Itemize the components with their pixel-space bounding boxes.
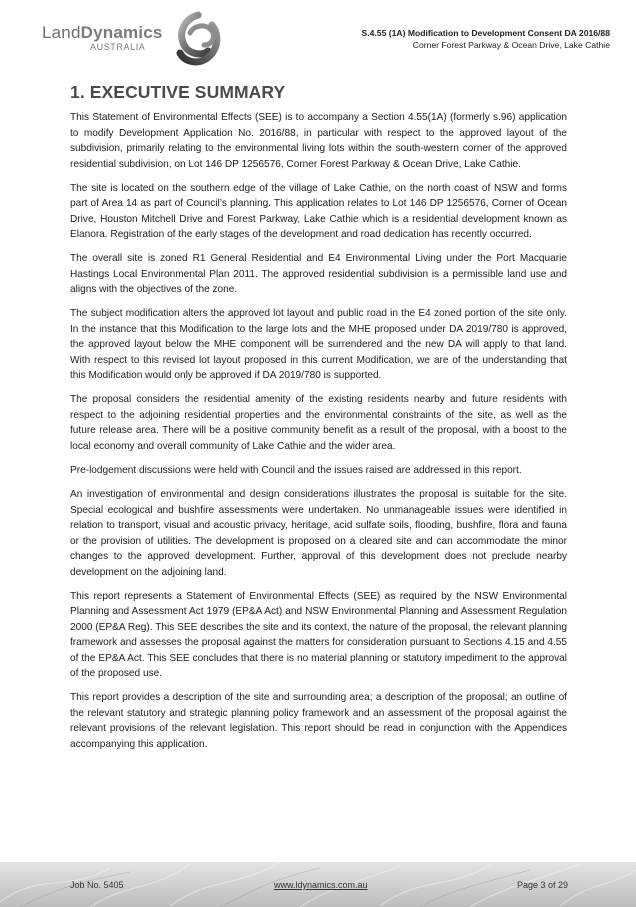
paragraph: The subject modification alters the approved lot layout and public road in the E4 zoned portion of the site only. In the instance that this Modification to the large lots and the MHE proposed under DA 2019/780 is approved, the approved layout below the MHE component will be surrendered and the new DA will apply to that land. With respect to this revised lot layout proposed in this current Modification, we are of the understanding that this Modification would only be approved if DA 2019/780 is supported. bbox=[70, 308, 567, 382]
paragraph: This report provides a description of the site and surrounding area; a description of the proposal; an outline of the relevant statutory and strategic planning policy framework and an assessment of the proposal against the relevant provisions of the relevant legislation. This report should be read in conjunction with the Appendices accompanying this application. bbox=[70, 692, 567, 750]
page-footer bbox=[0, 862, 636, 907]
document-reference bbox=[362, 27, 610, 51]
company-logo bbox=[42, 11, 232, 67]
paragraph: The overall site is zoned R1 General Residential and E4 Environmental Living under the Port Macquarie Hastings Local Environmental Plan 2011. The approved residential subdivision is a permissible land use and aligns with the objectives of the zone. bbox=[70, 253, 567, 296]
paragraph: Pre-lodgement discussions were held with Council and the issues raised are addressed in this report. bbox=[70, 464, 522, 476]
page-number: Page 3 of 29 bbox=[516, 880, 568, 890]
paragraph: The site is located on the southern edge of the village of Lake Cathie, on the north coast of NSW and forms part of Area 14 as part of Council’s planning. This application relates to Lot 146 DP 1256576, Corner of Ocean Drive, Houston Mitchell Drive and Forest Parkway, Lake Cathie which is a residential development known as Elanora. Registration of the early stages of the development and road dedication has recently occurred. bbox=[70, 182, 567, 241]
paragraph: This Statement of Environmental Effects (SEE) is to accompany a Section 4.55(1A) (formerly s.96) application to modify Development Application No. 2016/88, in particular with respect to the approved layout of the subdivision, primarily relating to the environmental living lots within the south-western corner of the approved residential subdivision, on Lot 146 DP 1256576, Corner Forest Parkway & Ocean Drive, Lake Cathie. bbox=[70, 112, 567, 170]
paragraph: This report represents a Statement of Environmental Effects (SEE) as required by the NSW Environmental Planning and Assessment Act 1979 (EP&A Act) and NSW Environmental Planning and Assessment Regulation 2000 (EP&A Reg). This SEE describes the site and its context, the nature of the proposal, the relevant planning framework and assesses the proposal against the matters for consideration pursuant to Sections 4.15 and 4.55 of the EP&A Act. This SEE concludes that there is no material planning or statutory impediment to the approval of the proposed use. bbox=[70, 590, 567, 680]
logo-subtitle: AUSTRALIA bbox=[90, 42, 146, 52]
document-subtitle: Corner Forest Parkway & Ocean Drive, Lake Cathie bbox=[412, 40, 610, 50]
document-title: S.4.55 (1A) Modification to Development Consent DA 2016/88 bbox=[361, 28, 610, 38]
logo-brand-prefix: Land bbox=[42, 23, 81, 42]
logo-wordmark bbox=[42, 23, 163, 43]
paragraph: The proposal considers the residential amenity of the existing residents nearby and future residents with respect to the adjoining residential properties and the environmental constraints of the site, as well as the future release area. There will be a positive community benefit as a result of the proposal, with a boost to the local economy and overall community of Lake Cathie and the wider area. bbox=[70, 394, 567, 452]
website-link[interactable]: www.ldynamics.com.au bbox=[274, 880, 368, 890]
section-body bbox=[70, 110, 567, 761]
section-heading: 1. EXECUTIVE SUMMARY bbox=[70, 82, 286, 102]
interlocking-rings-logo-icon bbox=[170, 11, 226, 67]
logo-brand-suffix: Dynamics bbox=[80, 23, 163, 42]
job-number: Job No. 5405 bbox=[70, 880, 124, 890]
paragraph: An investigation of environmental and design considerations illustrates the proposal is suitable for the site. Special ecological and bushfire assessments were undertaken. No unmanageable issues were identified in relation to transport, visual and acoustic privacy, heritage, acid sulfate soils, flooding, bushfire, flora and fauna or the provision of utilities. The development is proposed on a cleared site and can accommodate the minor changes to the approved development. Further, approval of this development does not preclude nearby development on the adjoining land. bbox=[70, 489, 567, 578]
